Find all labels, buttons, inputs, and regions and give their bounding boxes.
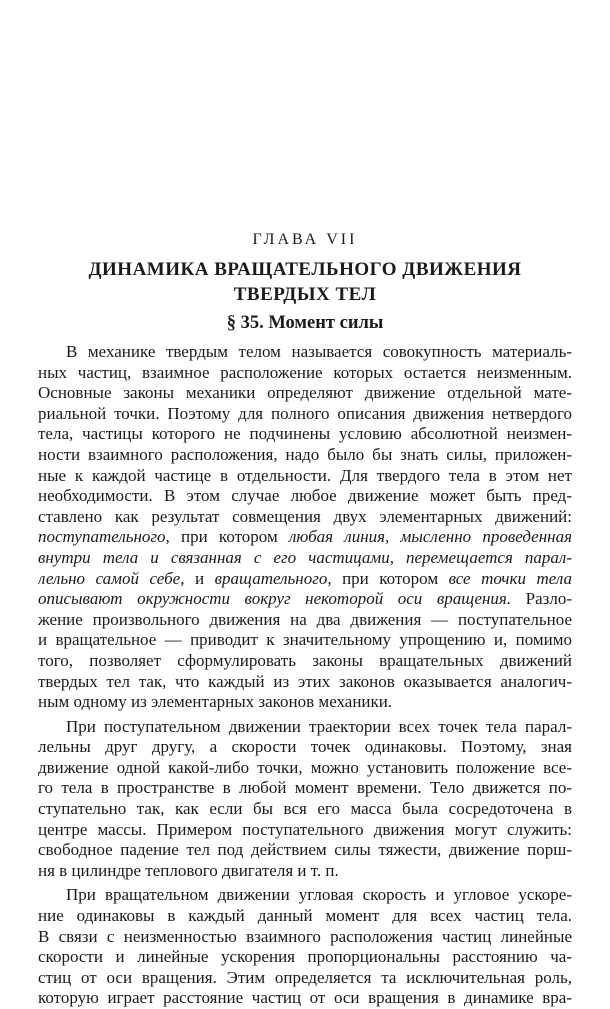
text-line: ние одинаковы в каждый данный момент для всех частиц тела. [38,906,572,926]
text-line [38,589,572,610]
text-line [38,548,572,569]
text-line: ные к каждой частице в отдельности. Для твердого тела в этом нет [38,465,572,485]
text-fragment: при котором [331,568,449,588]
section-heading: § 35. Момент силы [226,313,384,333]
text-fragment: Разло- [511,589,572,609]
text-line: ступательно так, как если бы вся его масса была сосредоточена в [38,799,572,819]
italic-term: поступательного, [38,527,170,547]
chapter-title-line: ДИНАМИКА ВРАЩАТЕЛЬНОГО ДВИЖЕНИЯ [88,259,522,280]
italic-term: вращательного, [214,568,332,588]
text-line: В механике твердым телом называется совокупность материаль- [66,342,572,361]
text-line: ных частиц, взаимное расположение которых остается неизменным. [38,362,572,382]
text-line: ставлено как результат совмещения двух элементарных движений: [38,506,572,526]
text-line [38,527,572,548]
text-line: того, позволяет сформулировать законы вращательных движений [38,650,572,670]
text-line: движение одной какой-либо точки, можно установить положение все- [38,757,572,777]
italic-term: внутри тела и связанная с его частицами, перемещается парал- [38,547,572,567]
italic-term: описывают окружности вокруг некоторой оси вращения. [38,589,512,609]
text-fragment: и [184,568,215,588]
text-line: ным одному из элементарных законов механики. [38,692,393,712]
text-line: свободное падение тел под действием силы тяжести, движение порш- [38,840,572,860]
text-line: скорости и линейные ускорения пропорциональны расстоянию ча- [38,947,572,967]
text-line: и вращательное — приводит к значительному упрощению и, помимо [38,630,572,650]
text-line: необходимости. В этом случае любое движение может быть пред- [38,486,572,506]
text-line: стиц от оси вращения. Этим определяется та исключительная роль, [38,967,572,987]
chapter-title [38,257,572,307]
text-line: Основные законы механики определяют движение отдельной мате- [38,383,572,403]
text-line: тела, частицы которого не подчинены условию абсолютной неизмен- [38,424,572,444]
page [38,0,572,1008]
text-line: которую играет расстояние частиц от оси вращения в динамике вра- [38,988,572,1008]
text-line: твердых тел так, что каждый из этих законов оказывается аналогич- [38,671,572,691]
chapter-title-line: ТВЕРДЫХ ТЕЛ [233,284,377,305]
text-line: жение произвольного движения на два движения — поступательное [38,609,572,629]
text-line: лельны друг другу, а скорости точек одинаковы. Поэтому, зная [38,737,572,757]
text-line: При поступательном движении траектории всех точек тела парал- [66,716,572,736]
text-line: ня в цилиндре теплового двигателя и т. п. [38,860,339,880]
text-line: ности взаимного расположения, надо было бы знать силы, приложен- [38,444,572,464]
text-line: риальной точки. Поэтому для полного описания движения нетвердого [38,403,572,423]
body-text [38,342,572,1009]
chapter-heading: ГЛАВА VII [252,231,358,248]
italic-term: все точки тела [448,568,572,588]
text-fragment: при котором [169,527,289,547]
text-line: В связи с неизменностью взаимного расположения частиц линейные [38,926,572,946]
italic-term: лельно самой себе, [38,568,185,588]
italic-term: любая линия, мысленно проведенная [288,527,572,547]
text-line: го тела в пространстве в любой момент времени. Тело движется по- [38,778,572,798]
text-line [38,569,572,590]
text-line: центре массы. Примером поступательного движения могут служить: [38,819,572,839]
text-line: При вращательном движении угловая скорость и угловое ускоре- [66,885,572,905]
